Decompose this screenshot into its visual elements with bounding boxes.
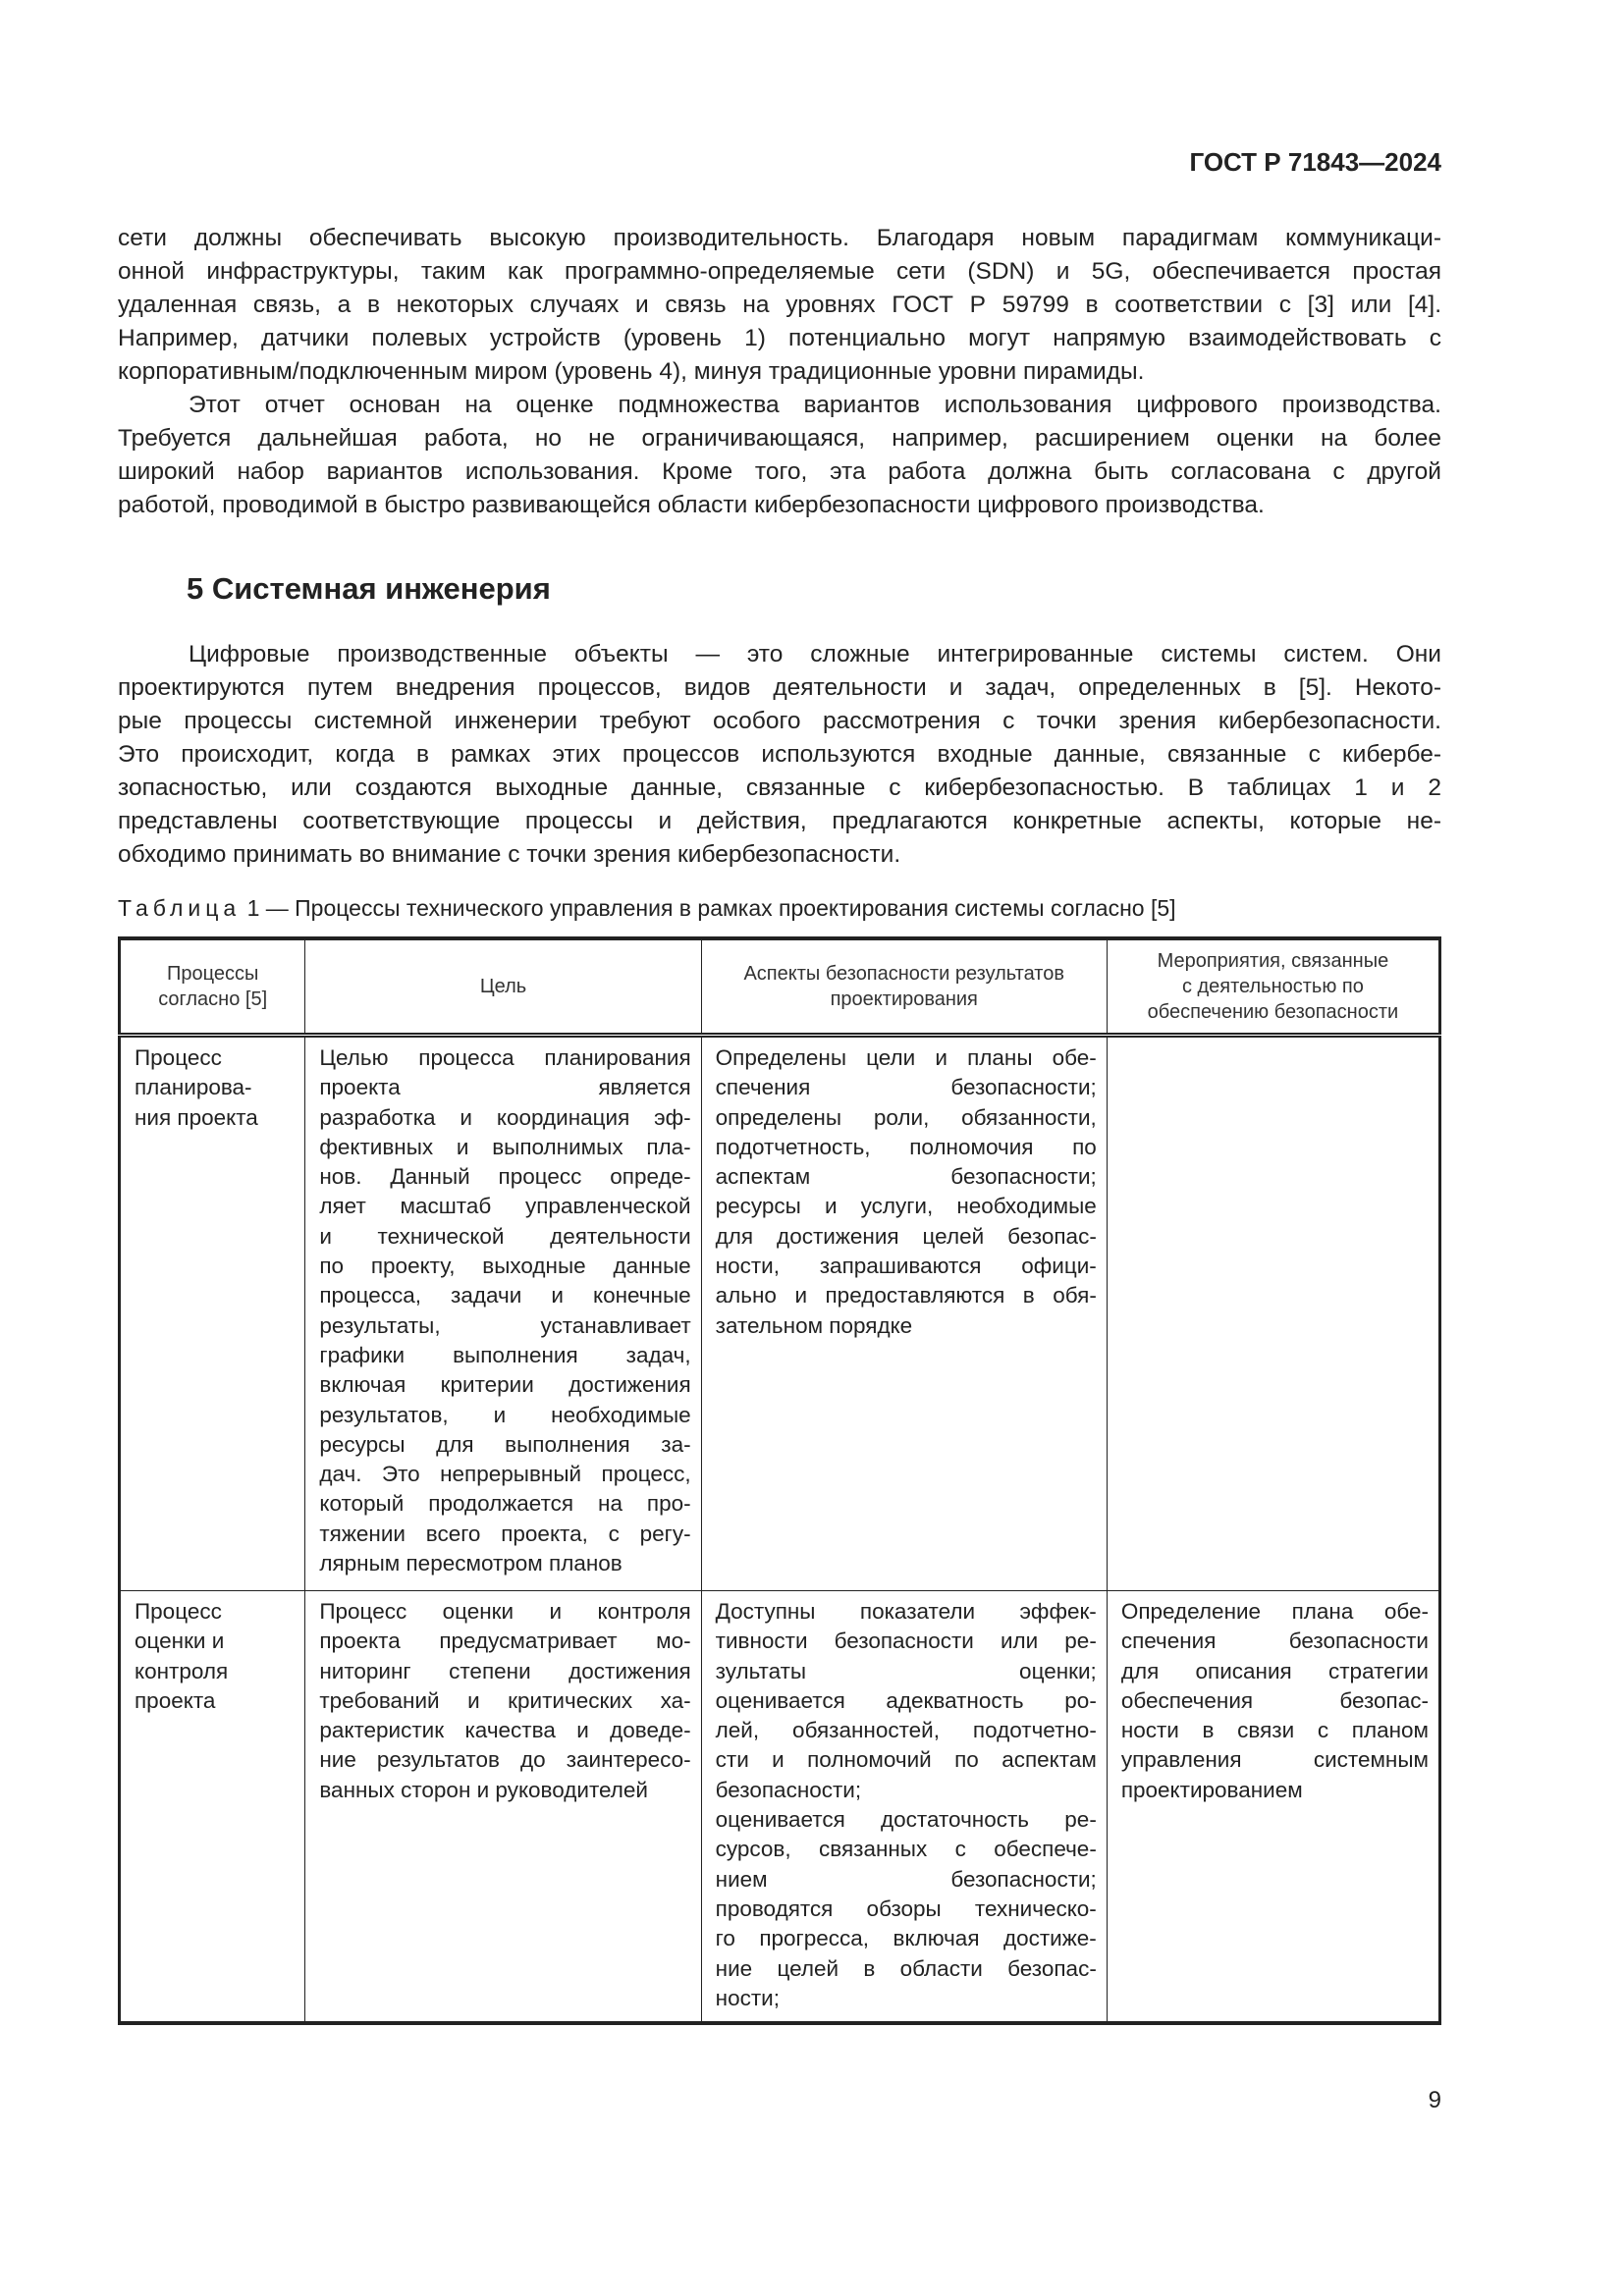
column-header — [1107, 938, 1439, 1036]
text-line: оценки и — [135, 1629, 225, 1654]
table-cell — [1107, 1036, 1439, 1591]
table-caption-text: 1 — Процессы технического управления в рамках проектирования системы согласно [5] — [246, 895, 1176, 921]
text-line: го прогресса, включая достиже- — [715, 1926, 1097, 1951]
text-line: рактеристик качества и доведе- — [319, 1718, 691, 1743]
text-line: управления системным — [1120, 1747, 1429, 1773]
text-line: лярным пересмотром планов — [319, 1551, 623, 1576]
text-line: Доступны показатели эффек- — [715, 1599, 1097, 1624]
text-line: графики выполнения задач, — [319, 1342, 691, 1367]
text-line: лей, обязанностей, подотчетно- — [715, 1718, 1097, 1743]
intro-text — [118, 222, 1441, 522]
text-line: сти и полномочий по аспектам — [715, 1747, 1097, 1773]
header-line: Процессы — [167, 963, 259, 985]
text-line: Определены цели и планы обе- — [715, 1045, 1097, 1070]
text-line: проектируются путем внедрения процессов, видов деятельности и задач, определенных в [5]. Некото- — [118, 674, 1441, 701]
text-line: ние результатов до заинтересо- — [319, 1747, 691, 1773]
text-line: широкий набор вариантов использования. Кроме того, эта работа должна быть согласована с другой — [118, 458, 1441, 485]
text-line: корпоративным/подключенным миром (уровень 4), минуя традиционные уровни пирамиды. — [118, 358, 1145, 385]
text-line: ванных сторон и руководителей — [319, 1777, 649, 1802]
text-line: проекта — [135, 1687, 216, 1713]
text-line: ности, запрашиваются офици- — [715, 1254, 1097, 1279]
table-cell — [305, 1591, 701, 2023]
table-cell — [701, 1036, 1107, 1591]
text-line: проводятся обзоры техническо- — [715, 1896, 1097, 1921]
header-line: Цель — [479, 976, 527, 997]
header-line: проектирования — [830, 988, 978, 1010]
table-caption — [118, 895, 1176, 922]
table-cell — [1107, 1591, 1439, 2023]
text-line: Цифровые производственные объекты — это сложные интегрированные системы систем. Они — [189, 641, 1441, 667]
text-line: проекта предусматривает мо- — [319, 1629, 691, 1654]
text-line: Этот отчет основан на оценке подмножества вариантов использования цифрового производства. — [189, 392, 1441, 418]
text-line: ности; — [715, 1985, 780, 2010]
text-line: оценивается достаточность ре- — [715, 1807, 1097, 1833]
header-line: согласно [5] — [158, 988, 268, 1010]
text-line: нием безопасности; — [715, 1866, 1097, 1892]
text-line: рые процессы системной инженерии требуют особого рассмотрения с точки зрения кибербезопасности. — [118, 708, 1441, 734]
text-line: Это происходит, когда в рамках этих процессов используются входные данные, связанные с кибербе- — [118, 741, 1441, 768]
paragraph — [118, 222, 1441, 389]
table-cell — [120, 1036, 305, 1591]
table-caption-label: Таблица — [118, 895, 242, 921]
standard-number: ГОСТ Р 71843—2024 — [1189, 147, 1441, 177]
text-line: проектированием — [1120, 1777, 1303, 1802]
text-line: Определение плана обе- — [1120, 1599, 1429, 1624]
text-line: аспектам безопасности; — [715, 1164, 1097, 1190]
section-heading: 5 Системная инженерия — [187, 571, 551, 606]
text-line: ниторинг степени достижения — [319, 1658, 691, 1683]
text-line: для описания стратегии — [1120, 1658, 1429, 1683]
text-line: Целью процесса планирования — [319, 1045, 691, 1070]
text-line: обеспечения безопас- — [1120, 1687, 1429, 1713]
text-line: включая критерии достижения — [319, 1372, 691, 1398]
table-cell — [305, 1036, 701, 1591]
text-line: зательном порядке — [715, 1312, 913, 1338]
text-line: тяжении всего проекта, с регу- — [319, 1521, 691, 1546]
text-line: спечения безопасности; — [715, 1075, 1097, 1100]
text-line: и технической деятельности — [319, 1223, 691, 1249]
text-line: Процесс оценки и контроля — [319, 1599, 691, 1624]
text-line: процесса, задачи и конечные — [319, 1283, 691, 1308]
text-line: работой, проводимой в быстро развивающейся области кибербезопасности цифрового производства. — [118, 492, 1265, 518]
text-line: Например, датчики полевых устройств (уровень 1) потенциально могут напрямую взаимодействовать с — [118, 325, 1441, 351]
text-line: представлены соответствующие процессы и действия, предлагаются конкретные аспекты, которые не- — [118, 808, 1441, 834]
table-row — [120, 1591, 1440, 2023]
text-line: разработка и координация эф- — [319, 1104, 691, 1130]
header-line: обеспечению безопасности — [1147, 1001, 1399, 1023]
text-line: ально и предоставляются в обя- — [715, 1283, 1097, 1308]
text-line: зопасностью, или создаются выходные данные, связанные с кибербезопасностью. В таблицах 1 и 2 — [118, 774, 1441, 801]
text-line: сети должны обеспечивать высокую производительность. Благодаря новым парадигмам коммуникаци- — [118, 225, 1441, 251]
column-header — [701, 938, 1107, 1036]
header-line: Аспекты безопасности результатов — [743, 963, 1064, 985]
section-paragraph — [118, 638, 1441, 872]
table-header-row — [120, 938, 1440, 1036]
table-row — [120, 1036, 1440, 1591]
text-line: планирова- — [135, 1075, 252, 1100]
text-line: результаты, устанавливает — [319, 1312, 691, 1338]
text-line: подотчетность, полномочия по — [715, 1134, 1097, 1159]
text-line: ляет масштаб управленческой — [319, 1194, 691, 1219]
text-line: ресурсы для выполнения за- — [319, 1431, 691, 1457]
text-line: результатов, и необходимые — [319, 1402, 691, 1427]
text-line: онной инфраструктуры, таким как программно-определяемые сети (SDN) и 5G, обеспечивается простая — [118, 258, 1441, 285]
text-line: обходимо принимать во внимание с точки зрения кибербезопасности. — [118, 841, 901, 868]
text-line: Требуется дальнейшая работа, но не ограничивающаяся, например, расширением оценки на более — [118, 425, 1441, 452]
text-line: Процесс — [135, 1599, 222, 1624]
text-line: дач. Это непрерывный процесс, — [319, 1462, 691, 1487]
table-cell — [701, 1591, 1107, 2023]
text-line: для достижения целей безопас- — [715, 1223, 1097, 1249]
text-line: контроля — [135, 1658, 229, 1683]
text-line: зультаты оценки; — [715, 1658, 1097, 1683]
processes-table — [118, 936, 1441, 2025]
text-line: по проекту, выходные данные — [319, 1254, 691, 1279]
text-line: ности в связи с планом — [1120, 1718, 1429, 1743]
text-line: определены роли, обязанности, — [715, 1104, 1097, 1130]
text-line: проекта является — [319, 1075, 691, 1100]
text-line: требований и критических ха- — [319, 1687, 691, 1713]
column-header — [120, 938, 305, 1036]
text-line: удаленная связь, а в некоторых случаях и связь на уровнях ГОСТ Р 59799 в соответствии с [3] или [4]. — [118, 292, 1441, 318]
paragraph — [118, 389, 1441, 522]
table-cell — [120, 1591, 305, 2023]
text-line: ресурсы и услуги, необходимые — [715, 1194, 1097, 1219]
text-line: нов. Данный процесс опреде- — [319, 1164, 691, 1190]
header-line: с деятельностью по — [1181, 976, 1364, 997]
text-line: сурсов, связанных с обеспече- — [715, 1837, 1097, 1862]
text-line: безопасности; — [715, 1777, 862, 1802]
text-line: который продолжается на про- — [319, 1491, 691, 1517]
text-line: фективных и выполнимых пла- — [319, 1134, 691, 1159]
text-line: ния проекта — [135, 1104, 258, 1130]
text-line: ние целей в области безопас- — [715, 1955, 1097, 1981]
text-line: оценивается адекватность ро- — [715, 1687, 1097, 1713]
text-line: тивности безопасности или ре- — [715, 1629, 1097, 1654]
header-line: Мероприятия, связанные — [1157, 950, 1389, 972]
text-line: Процесс — [135, 1045, 222, 1070]
column-header — [305, 938, 701, 1036]
page-number: 9 — [1428, 2087, 1441, 2113]
text-line: спечения безопасности — [1120, 1629, 1429, 1654]
